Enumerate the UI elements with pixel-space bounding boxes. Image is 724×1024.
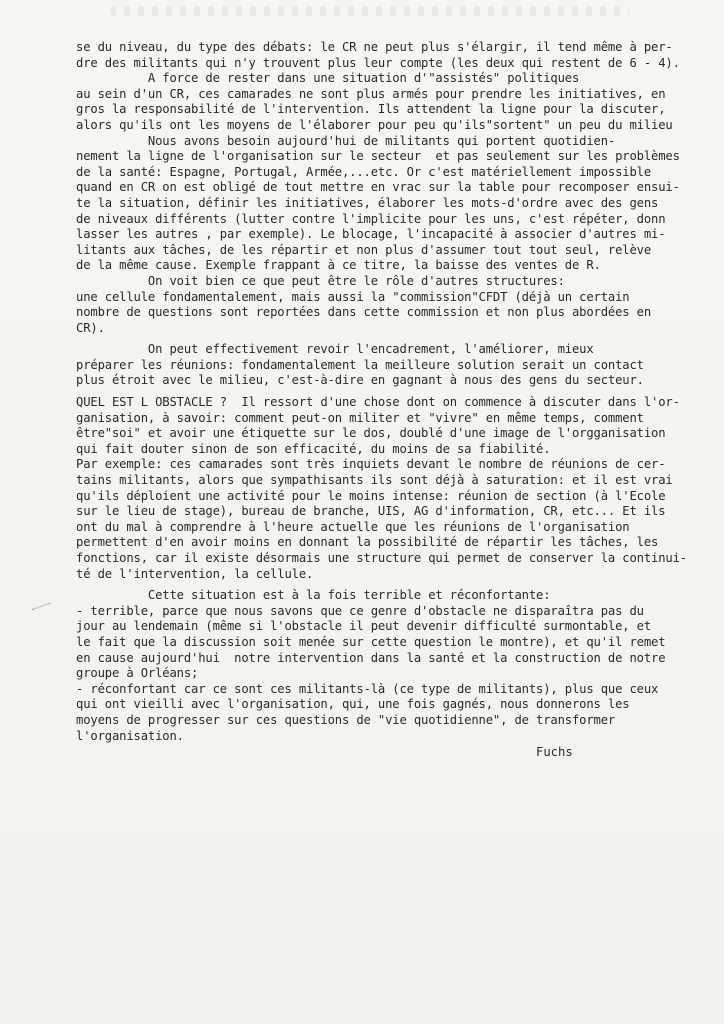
text-line: lasser les autres , par exemple). Le blocage, l'incapacité à associer d'autres mi-	[76, 227, 666, 242]
text-line: gros la responsabilité de l'intervention. Ils attendent la ligne pour la discuter,	[76, 102, 666, 117]
text-line: te la situation, définir les initiatives, élaborer les mots-d'ordre avec des gens	[76, 195, 659, 210]
text-line: quand en CR on est obligé de tout mettre en vrac sur la table pour recomposer ensui-	[76, 180, 680, 195]
text-line: On voit bien ce que peut être le rôle d'autres structures:	[76, 273, 565, 288]
text-line: nement la ligne de l'organisation sur le secteur et pas seulement sur les problèmes	[76, 149, 680, 164]
text-line: de la même cause. Exemple frappant à ce titre, la baisse des ventes de R.	[76, 258, 601, 273]
text-line: sur le lieu de stage), bureau de branche, UIS, AG d'information, CR, etc... Et ils	[76, 504, 666, 519]
text-line: - terrible, parce que nous savons que ce genre d'obstacle ne disparaîtra pas du	[76, 603, 644, 618]
text-line: préparer les réunions: fondamentalement la meilleure solution serait un contact	[76, 357, 644, 372]
text-line: fonctions, car il existe désormais une structure qui permet de conserver la continui-	[76, 551, 687, 565]
signature: Fuchs	[536, 745, 573, 759]
text-line: groupe à Orléans;	[76, 666, 199, 681]
text-line: Cette situation est à la fois terrible et réconfortante:	[76, 588, 551, 603]
text-line: A force de rester dans une situation d'"assistés" politiques	[76, 71, 580, 86]
text-line: permettent d'en avoir moins en donnant la possibilité de répartir les tâches, les	[76, 535, 659, 550]
text-line: se du niveau, du type des débats: le CR ne peut plus s'élargir, il tend même à per-	[76, 40, 673, 54]
text-line: qu'ils déploient une activité pour le moins intense: réunion de section (à l'Ecole	[76, 488, 666, 503]
text-line: alors qu'ils ont les moyens de l'élaborer pour peu qu'ils"sortent" un peu du milieu	[76, 117, 673, 132]
text-line: ganisation, à savoir: comment peut-on militer et "vivre" en même temps, comment	[76, 410, 644, 425]
text-line: au sein d'un CR, ces camarades ne sont plus armés pour prendre les initiatives, en	[76, 86, 666, 101]
document-body	[76, 40, 696, 744]
text-line: jour au lendemain (même si l'obstacle il peut devenir difficulté surmontable, et	[76, 619, 651, 634]
text-line: en cause aujourd'hui notre intervention dans la santé et la construction de notre	[76, 650, 666, 665]
text-line: tains militants, alors que sympathisants ils sont déjà à saturation: et il est vrai	[76, 473, 673, 488]
text-line: plus étroit avec le milieu, c'est-à-dire en gagnant à nous des gens du secteur.	[76, 373, 644, 388]
text-line: de niveaux différents (lutter contre l'implicite pour les uns, c'est répéter, donn	[76, 211, 666, 226]
scan-smudge	[110, 6, 630, 16]
text-line: té de l'intervention, la cellule.	[76, 566, 314, 581]
margin-mark	[29, 595, 51, 610]
text-line: litants aux tâches, de les répartir et non plus d'assumer tout tout seul, relève	[76, 242, 651, 257]
text-line: - réconfortant car ce sont ces militants-là (ce type de militants), plus que ceux	[76, 681, 659, 696]
text-line: qui ont vieilli avec l'organisation, qui, une fois gagnés, nous donnerons les	[76, 697, 630, 712]
text-line: une cellule fondamentalement, mais aussi la "commission"CFDT (déjà un certain	[76, 289, 630, 304]
text-line: ont du mal à comprendre à l'heure actuelle que les réunions de l'organisation	[76, 519, 630, 534]
text-line: Par exemple: ces camarades sont très inquiets devant le nombre de réunions de cer-	[76, 457, 666, 472]
text-line: nombre de questions sont reportées dans cette commission et non plus abordées en	[76, 305, 651, 320]
text-line: Nous avons besoin aujourd'hui de militants qui portent quotidien-	[76, 133, 616, 148]
text-line: CR).	[76, 320, 105, 335]
section-heading-line: QUEL EST L OBSTACLE ? Il ressort d'une chose dont on commence à discuter dans l'or-	[76, 395, 680, 410]
text-line: être"soi" et avoir une étiquette sur le dos, doublé d'une image de l'orgganisation	[76, 426, 666, 441]
text-line: dre des militants qui n'y trouvent plus leur compte (les deux qui restent de 6 - 4).	[76, 55, 680, 70]
text-line: qui fait douter sinon de son efficacité, du moins de sa fiabilité.	[76, 441, 551, 456]
text-line: le fait que la discussion soit menée sur cette question le montre), et qu'il remet	[76, 634, 666, 649]
text-line: On peut effectivement revoir l'encadrement, l'améliorer, mieux	[76, 342, 594, 357]
text-line: de la santé: Espagne, Portugal, Armée,...etc. Or c'est matériellement impossible	[76, 164, 651, 179]
text-line: moyens de progresser sur ces questions de "vie quotidienne", de transformer	[76, 712, 616, 727]
text-line: l'organisation.	[76, 728, 184, 743]
